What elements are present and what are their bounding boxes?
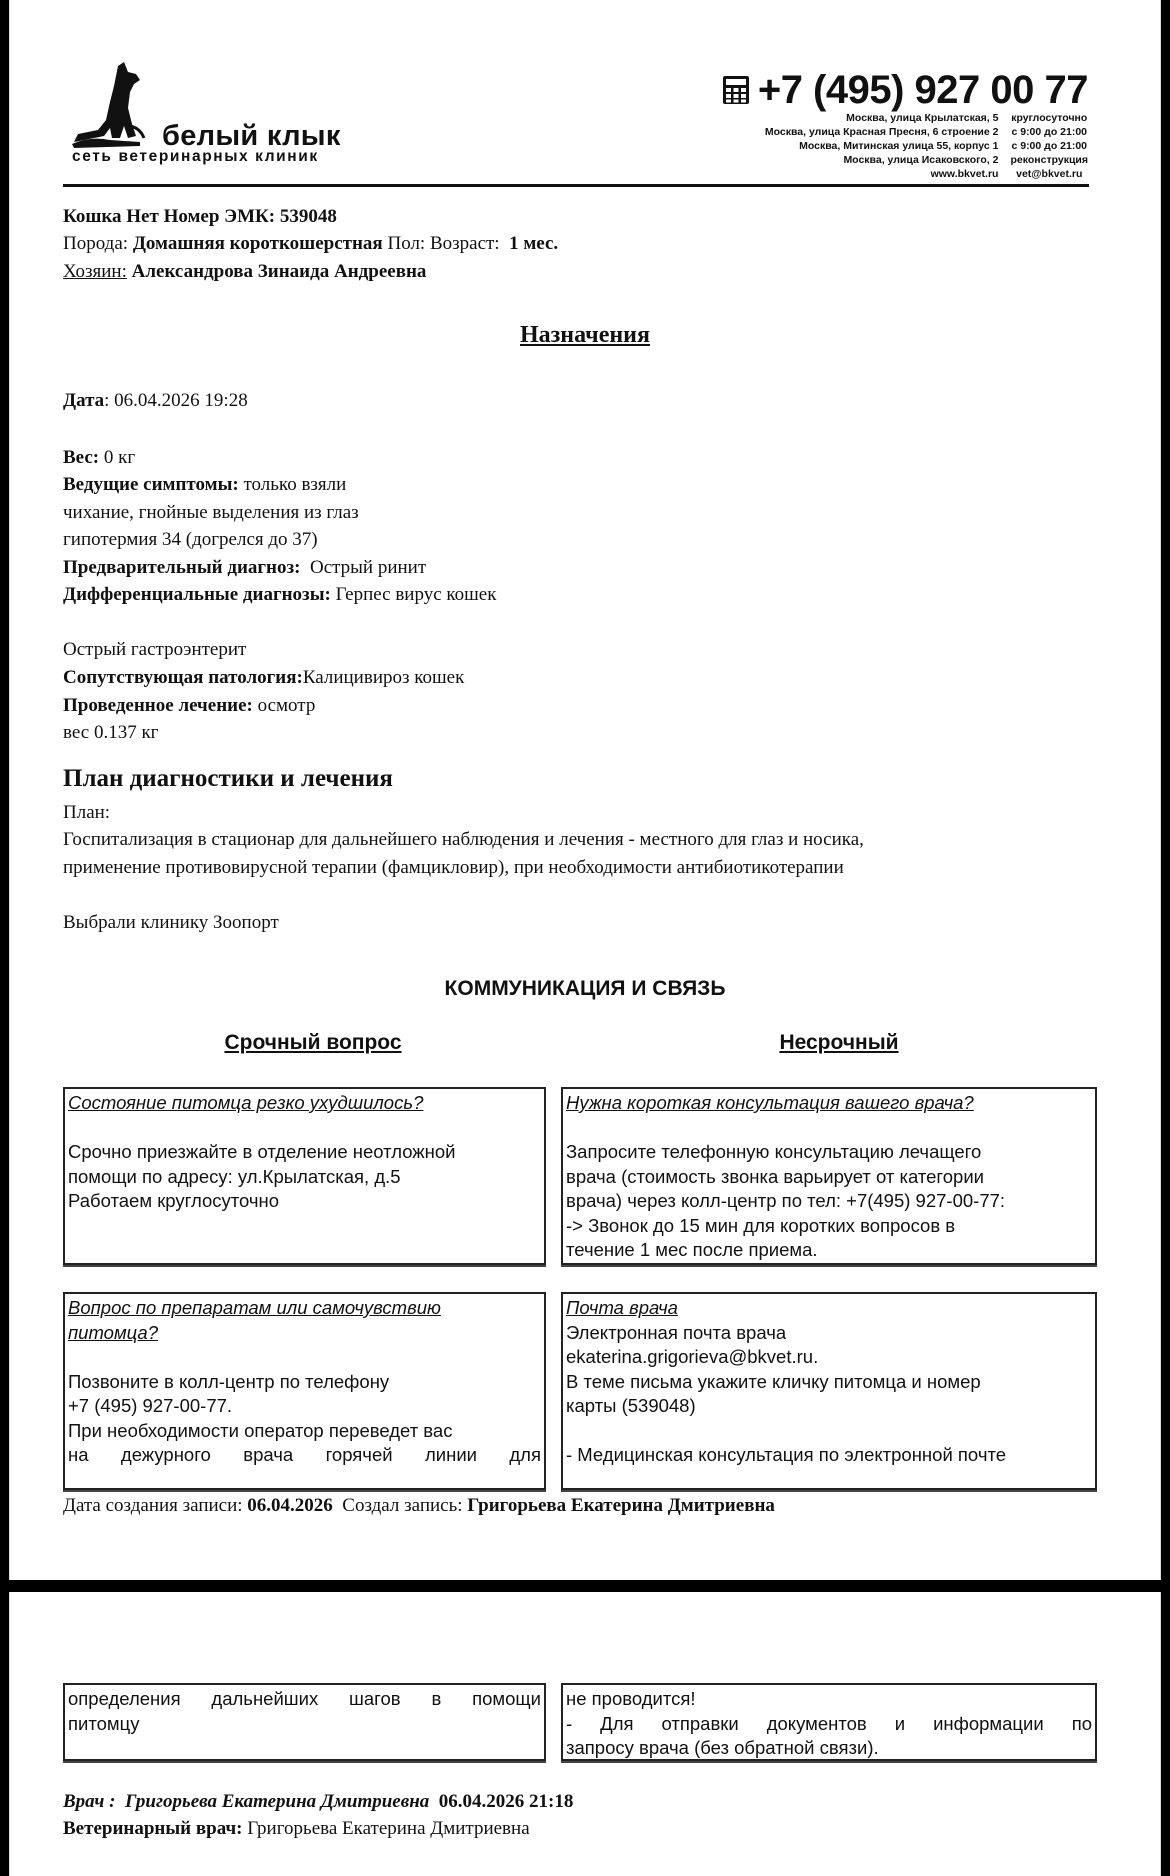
vet-label: Ветеринарный врач: xyxy=(63,1818,243,1839)
diff-diagnosis-value: Герпес вирус кошек xyxy=(335,584,497,605)
box-text: В теме письма укажите кличку питомца и номер xyxy=(566,1370,981,1392)
address-row xyxy=(755,111,1088,125)
box-heading: Состояние питомца резко ухудшилось? xyxy=(68,1092,424,1113)
created-date: 06.04.2026 xyxy=(247,1495,333,1516)
symptoms-value: гипотермия 34 (догрелся до 37) xyxy=(63,529,318,550)
box-text: течение 1 мес после приема. xyxy=(566,1239,818,1260)
plan-label: План: xyxy=(63,802,111,823)
sex-label: Пол: xyxy=(387,233,426,254)
symptoms-label: Ведущие симптомы: xyxy=(63,474,239,495)
box-text: определения дальнейших шагов в помощи xyxy=(68,1688,541,1709)
doctor-label: Врач : xyxy=(63,1791,116,1812)
clinic-phone[interactable]: +7 (495) 927 00 77 xyxy=(757,68,1088,112)
box-text: Запросите телефонную консультацию лечащего xyxy=(566,1141,982,1162)
urgent-deterioration-box xyxy=(63,1087,546,1265)
treatment-extra: вес 0.137 кг xyxy=(63,722,159,743)
doctor-email-box xyxy=(561,1292,1097,1490)
box-text: - Медицинская консультация по электронной почте xyxy=(566,1444,1007,1465)
date-label: Дата xyxy=(63,390,105,411)
hours: с 9:00 до 21:00 xyxy=(1011,140,1088,152)
box-heading: Нужна короткая консультация вашего врача? xyxy=(566,1092,974,1113)
box-text: карты (539048) xyxy=(566,1395,696,1416)
doctor-email-link[interactable]: ekaterina.grigorieva@bkvet.ru. xyxy=(566,1346,819,1367)
clinic-note: Выбрали клинику Зоопорт xyxy=(63,912,279,933)
hours: реконструкция xyxy=(1010,154,1088,166)
email-link[interactable]: vet@bkvet.ru xyxy=(1016,168,1083,180)
box-text: -> Звонок до 15 мин для коротких вопросов в xyxy=(566,1214,956,1236)
medication-question-box-continued xyxy=(63,1683,546,1761)
symptoms-value: только взяли xyxy=(243,474,347,495)
author-label: Создал запись: xyxy=(342,1495,463,1516)
weight-label: Вес: xyxy=(63,447,100,468)
box-text: врача) через колл-центр по тел: +7(495) 927-00-77: xyxy=(566,1190,1006,1211)
address-row xyxy=(755,153,1088,167)
medication-question-box xyxy=(63,1292,546,1490)
concomitant-value: Калицивироз кошек xyxy=(302,667,465,688)
box-text: Срочно приезжайте в отделение неотложной xyxy=(68,1141,456,1162)
concomitant-line xyxy=(63,664,464,692)
vet-name: Григорьева Екатерина Дмитриевна xyxy=(247,1818,530,1839)
diff-diagnosis-label: Дифференциальные диагнозы: xyxy=(63,584,331,605)
box-heading: питомца? xyxy=(68,1321,159,1343)
doctor-name: Григорьева Екатерина Дмитриевна xyxy=(124,1791,430,1812)
box-text: Электронная почта врача xyxy=(566,1321,787,1343)
vet-line xyxy=(63,1818,530,1840)
symptoms-line xyxy=(63,471,346,499)
treatment-line xyxy=(63,692,315,720)
plan-text: Госпитализация в стационар для дальнейшего наблюдения и лечения - местного для глаз и носика, xyxy=(63,829,864,850)
hours: круглосуточно xyxy=(1011,112,1088,124)
box-text: на дежурного врача горячей линии для xyxy=(68,1444,541,1465)
brand-name: белый клык xyxy=(162,120,341,152)
weight-line xyxy=(63,444,135,472)
header-divider xyxy=(63,184,1089,187)
owner-line xyxy=(63,258,426,286)
brand-subtitle: сеть ветеринарных клиник xyxy=(72,148,319,165)
date-line xyxy=(63,387,248,415)
record-created-line xyxy=(63,1495,775,1517)
hours: с 9:00 до 21:00 xyxy=(1011,126,1088,138)
prelim-diagnosis-label: Предварительный диагноз: xyxy=(63,557,301,578)
calculator-phone-icon xyxy=(722,75,750,105)
patient-id: Кошка Нет Номер ЭМК: 539048 xyxy=(63,206,337,227)
age-value: 1 мес. xyxy=(509,233,559,254)
concomitant-label: Сопутствующая патология: xyxy=(63,667,303,688)
website-link[interactable]: www.bkvet.ru xyxy=(930,168,999,180)
author-name: Григорьева Екатерина Дмитриевна xyxy=(467,1495,775,1516)
document-page-2 xyxy=(9,1592,1161,1876)
address: Москва, Митинская улица 55, корпус 1 xyxy=(799,140,999,152)
box-text: Позвоните в колл-центр по телефону xyxy=(68,1370,390,1392)
nonurgent-column-title: Несрочный xyxy=(779,1031,899,1054)
document-page-1 xyxy=(9,0,1161,1580)
address: Москва, улица Крылатская, 5 xyxy=(846,112,999,124)
plan-text: применение противовирусной терапии (фамцикловир), при необходимости антибиотикотерапии xyxy=(63,857,844,878)
box-text: Работаем круглосуточно xyxy=(68,1190,280,1211)
treatment-label: Проведенное лечение: xyxy=(63,695,253,716)
box-heading: Вопрос по препаратам или самочувствию xyxy=(68,1297,441,1318)
breed-label: Порода: xyxy=(63,233,129,254)
box-text: +7 (495) 927-00-77. xyxy=(68,1395,233,1416)
owner-label: Хозяин: xyxy=(63,261,127,282)
address-row xyxy=(755,139,1088,153)
phone-block xyxy=(722,66,1088,114)
box-text: запросу врача (без обратной связи). xyxy=(566,1737,879,1758)
treatment-value: осмотр xyxy=(257,695,316,716)
doctor-signature-line xyxy=(63,1791,573,1813)
short-consultation-box xyxy=(561,1087,1097,1265)
prelim-diagnosis-value: Острый ринит xyxy=(309,557,427,578)
diff-diagnosis-line xyxy=(63,581,496,609)
box-heading: Почта врача xyxy=(566,1297,678,1318)
diff-diagnosis-extra: Острый гастроэнтерит xyxy=(63,639,247,660)
patient-line xyxy=(63,203,337,231)
page-title: Назначения xyxy=(519,322,650,348)
prelim-diagnosis-line xyxy=(63,554,426,582)
age-label: Возраст: xyxy=(429,233,500,254)
weight-value: 0 кг xyxy=(103,447,136,468)
breed-value: Домашняя короткошерстная xyxy=(132,233,383,254)
box-text: врача (стоимость звонка варьирует от категории xyxy=(566,1165,985,1187)
box-text: не проводится! xyxy=(566,1688,696,1709)
symptoms-value: чихание, гнойные выделения из глаз xyxy=(63,502,359,523)
address: Москва, улица Красная Пресня, 6 строение 2 xyxy=(764,126,999,138)
communication-title: КОММУНИКАЦИЯ И СВЯЗЬ xyxy=(444,977,726,1000)
clinic-addresses xyxy=(755,111,1088,181)
owner-value: Александрова Зинаида Андреевна xyxy=(131,261,427,282)
box-text: питомцу xyxy=(68,1712,140,1734)
signature-datetime: 06.04.2026 21:18 xyxy=(438,1791,574,1812)
box-text: - Для отправки документов и информации по xyxy=(566,1712,1092,1734)
box-text: При необходимости оператор переведет вас xyxy=(68,1419,453,1441)
box-text: помощи по адресу: ул.Крылатская, д.5 xyxy=(68,1165,401,1187)
urgent-column-title: Срочный вопрос xyxy=(224,1031,402,1054)
created-label: Дата создания записи: xyxy=(63,1495,243,1516)
plan-heading: План диагностики и лечения xyxy=(63,765,393,792)
address: Москва, улица Исаковского, 2 xyxy=(843,154,999,166)
date-value: : 06.04.2026 19:28 xyxy=(104,390,248,411)
address-row xyxy=(755,125,1088,139)
doctor-email-box-continued xyxy=(561,1683,1097,1761)
breed-line xyxy=(63,230,558,258)
